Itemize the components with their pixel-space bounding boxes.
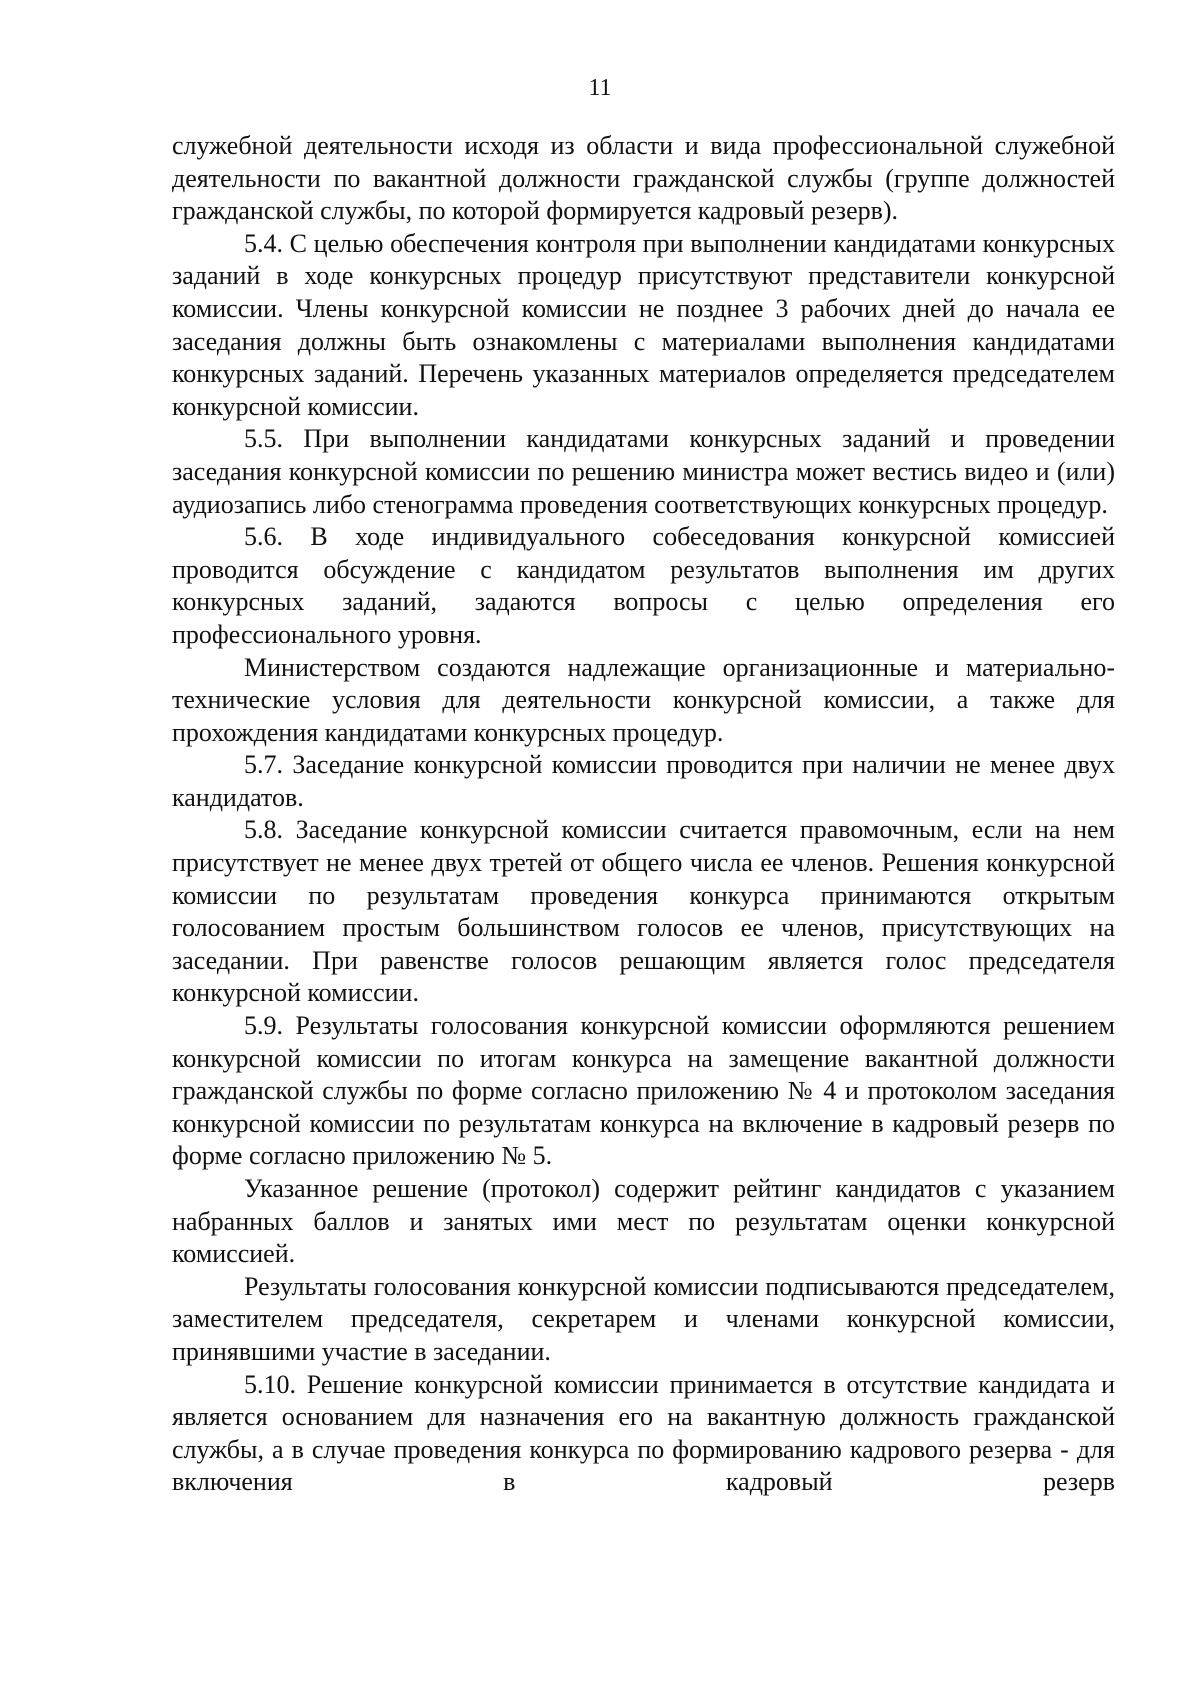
paragraph-5-6: 5.6. В ходе индивидуального собеседования конкурсной комиссией проводится обсуждение с кандидатом результатов выполнения им других конкурсных заданий, задаются вопросы с целью определения его профессионального уровня.: [172, 522, 1115, 649]
paragraph-ministry-conditions: Министерством создаются надлежащие организационные и материально-технические условия для деятельности конкурсной комиссии, а также для прохождения кандидатами конкурсных процедур.: [172, 652, 1115, 747]
paragraph-continuation: служебной деятельности исходя из области и вида профессиональной служебной деятельности по вакантной должности гражданской службы (группе должностей гражданской службы, по которой формируется кадровый резерв).: [172, 131, 1115, 226]
paragraph-decision-rating: Указанное решение (протокол) содержит рейтинг кандидатов с указанием набранных баллов и занятых ими мест по результатам оценки конкурсной комиссией.: [172, 1174, 1115, 1269]
paragraph-5-5: 5.5. При выполнении кандидатами конкурсных заданий и проведении заседания конкурсной комиссии по решению министра может вестись видео и (или) аудиозапись либо стенограмма проведения соответствующих конкурсных процедур.: [172, 424, 1115, 519]
document-body: [172, 130, 1115, 1499]
paragraph-5-10: 5.10. Решение конкурсной комиссии принимается в отсутствие кандидата и является основанием для назначения его на вакантную должность гражданской службы, а в случае проведения конкурса по формированию кадрового резерва - для включения в кадровый резерв: [172, 1369, 1115, 1497]
page-number: 11: [588, 75, 612, 101]
paragraph-5-8: 5.8. Заседание конкурсной комиссии считается правомочным, если на нем присутствует не менее двух третей от общего числа ее членов. Решения конкурсной комиссии по результатам проведения конкурса принимаются открытым голосованием простым большинством голосов ее членов, присутствующих на заседании. При равенстве голосов решающим является голос председателя конкурсной комиссии.: [172, 815, 1115, 1008]
paragraph-5-7: 5.7. Заседание конкурсной комиссии проводится при наличии не менее двух кандидатов.: [172, 750, 1115, 812]
paragraph-5-9: 5.9. Результаты голосования конкурсной комиссии оформляются решением конкурсной комиссии по итогам конкурса на замещение вакантной должности гражданской службы по форме согласно приложению № 4 и протоколом заседания конкурсной комиссии по результатам конкурса на включение в кадровый резерв по форме согласно приложению № 5.: [172, 1011, 1115, 1171]
paragraph-voting-signatures: Результаты голосования конкурсной комиссии подписываются председателем, заместителем председателя, секретарем и членами конкурсной комиссии, принявшими участие в заседании.: [172, 1271, 1115, 1366]
paragraph-5-4: 5.4. С целью обеспечения контроля при выполнении кандидатами конкурсных заданий в ходе конкурсных процедур присутствуют представители конкурсной комиссии. Члены конкурсной комиссии не позднее 3 рабочих дней до начала ее заседания должны быть ознакомлены с материалами выполнения кандидатами конкурсных заданий. Перечень указанных материалов определяется председателем конкурсной комиссии.: [172, 228, 1115, 421]
